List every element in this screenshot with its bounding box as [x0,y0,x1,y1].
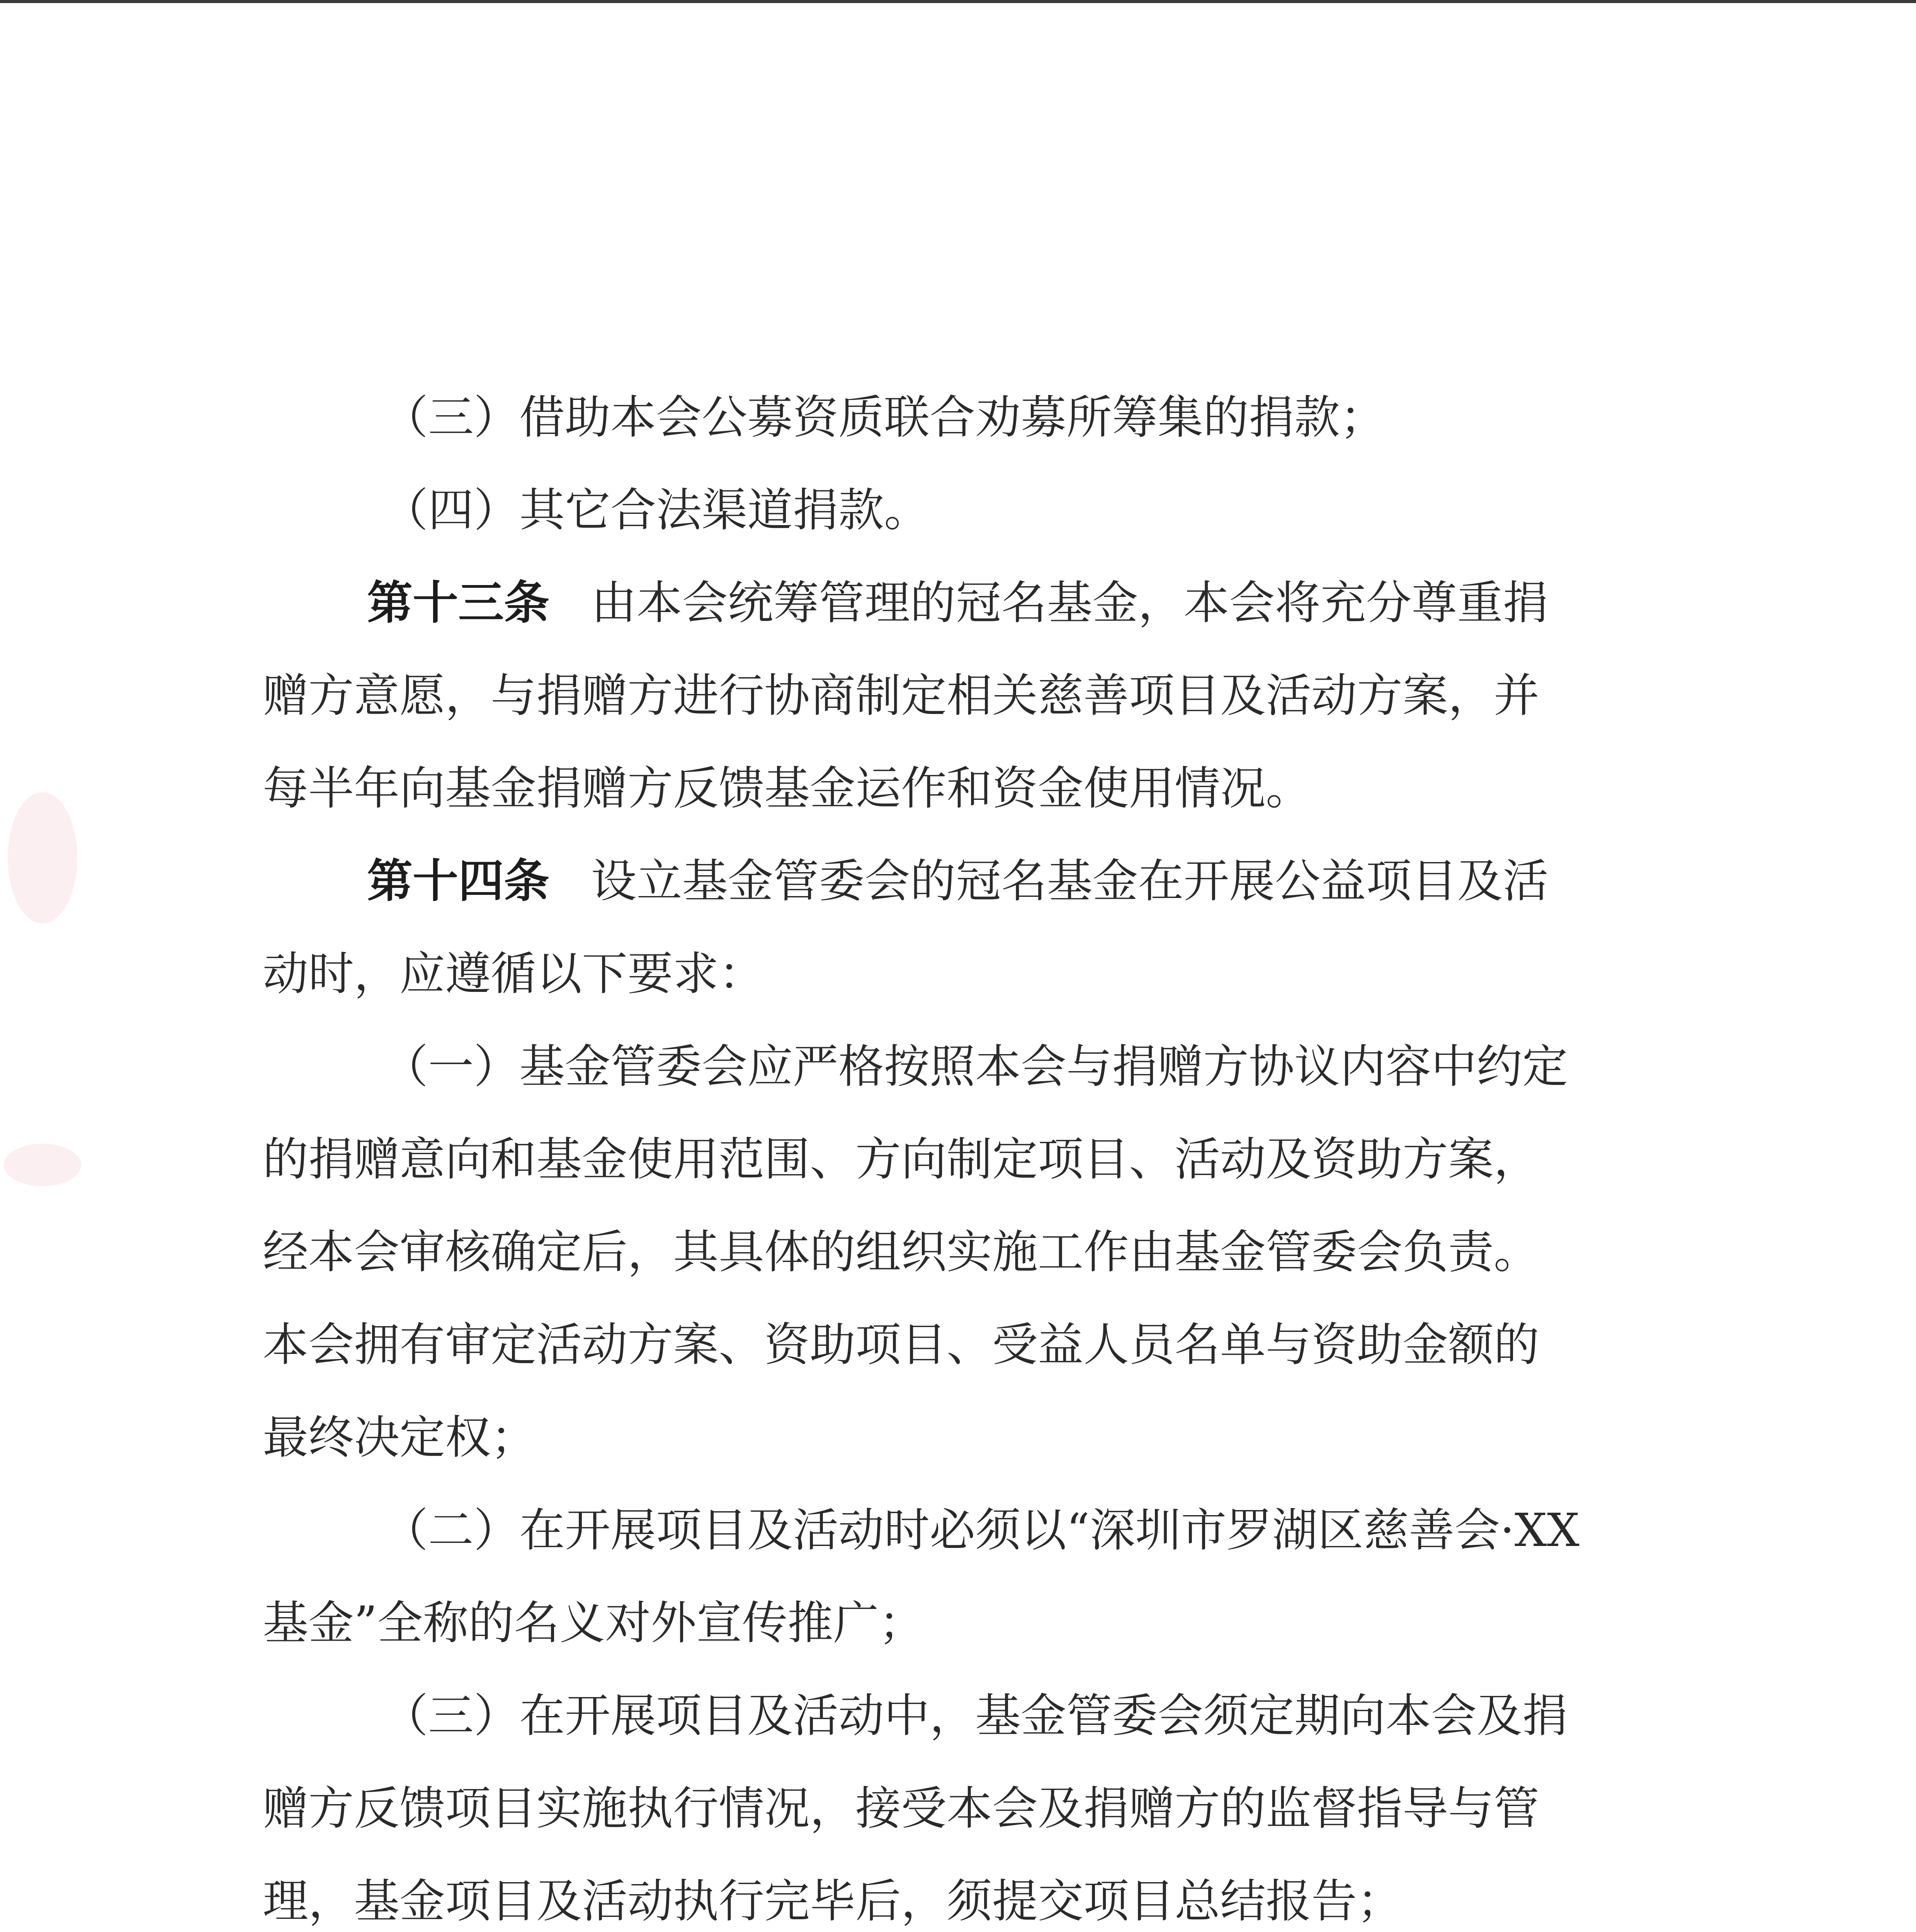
article-14-line-2 [263,947,764,1001]
paragraph-item-3 [383,390,1386,444]
article-14-line-1 [367,854,1549,908]
text-line: 赠方反馈项目实施执行情况，接受本会及捐赠方的监督指导与管 [263,1782,1540,1835]
item-2-line-1 [383,1503,1579,1557]
text-line: （三）借助本会公募资质联合劝募所筹集的捐款； [383,391,1386,444]
text-line: （一）基金管委会应严格按照本会与捐赠方协议内容中约定 [383,1040,1568,1093]
scan-stamp-smudge [4,1144,81,1186]
item-2-line-2 [263,1596,924,1650]
item-3-line-2 [263,1781,1539,1835]
text-line: 由本会统筹管理的冠名基金，本会将充分尊重捐 [591,576,1549,629]
text-line: （三）在开展项目及活动中，基金管委会须定期向本会及捐 [383,1689,1568,1742]
item-3-line-1 [383,1689,1568,1743]
text-line: 的捐赠意向和基金使用范围、方向制定项目、活动及资助方案， [263,1133,1540,1186]
item-1-line-1 [383,1039,1568,1094]
article-heading: 第十三条 [367,576,550,629]
text-line: （四）其它合法渠道捐款。 [383,483,930,537]
text-line: 本会拥有审定活动方案、资助项目、受益人员名单与资助金额的 [263,1318,1540,1371]
paragraph-item-4 [383,483,930,537]
article-heading: 第十四条 [367,854,550,908]
text-line: 每半年向基金捐赠方反馈基金运作和资金使用情况。 [263,762,1312,815]
text-line: 经本会审核确定后，其具体的组织实施工作由基金管委会负责。 [263,1225,1540,1279]
article-13-line-3 [263,761,1311,815]
text-line: 基金”全称的名义对外宣传推广； [263,1596,925,1650]
article-13-line-1 [367,576,1549,630]
item-1-line-2 [263,1132,1539,1186]
item-1-line-3 [263,1225,1539,1279]
item-1-line-5 [263,1410,536,1464]
text-line: 最终决定权； [263,1411,537,1464]
text-line: （二）在开展项目及活动时必须以“深圳市罗湖区慈善会·XX [383,1503,1579,1557]
item-1-line-4 [263,1318,1539,1372]
text-line: 设立基金管委会的冠名基金在开展公益项目及活 [591,854,1549,908]
text-line: 赠方意愿，与捐赠方进行协商制定相关慈善项目及活动方案，并 [263,669,1540,722]
text-line: 动时，应遵循以下要求： [263,947,765,1000]
article-13-line-2 [263,668,1539,723]
scan-stamp-smudge [8,792,77,923]
text-line: 理，基金项目及活动执行完毕后，须提交项目总结报告； [263,1874,1403,1928]
item-3-line-3 [263,1874,1403,1928]
